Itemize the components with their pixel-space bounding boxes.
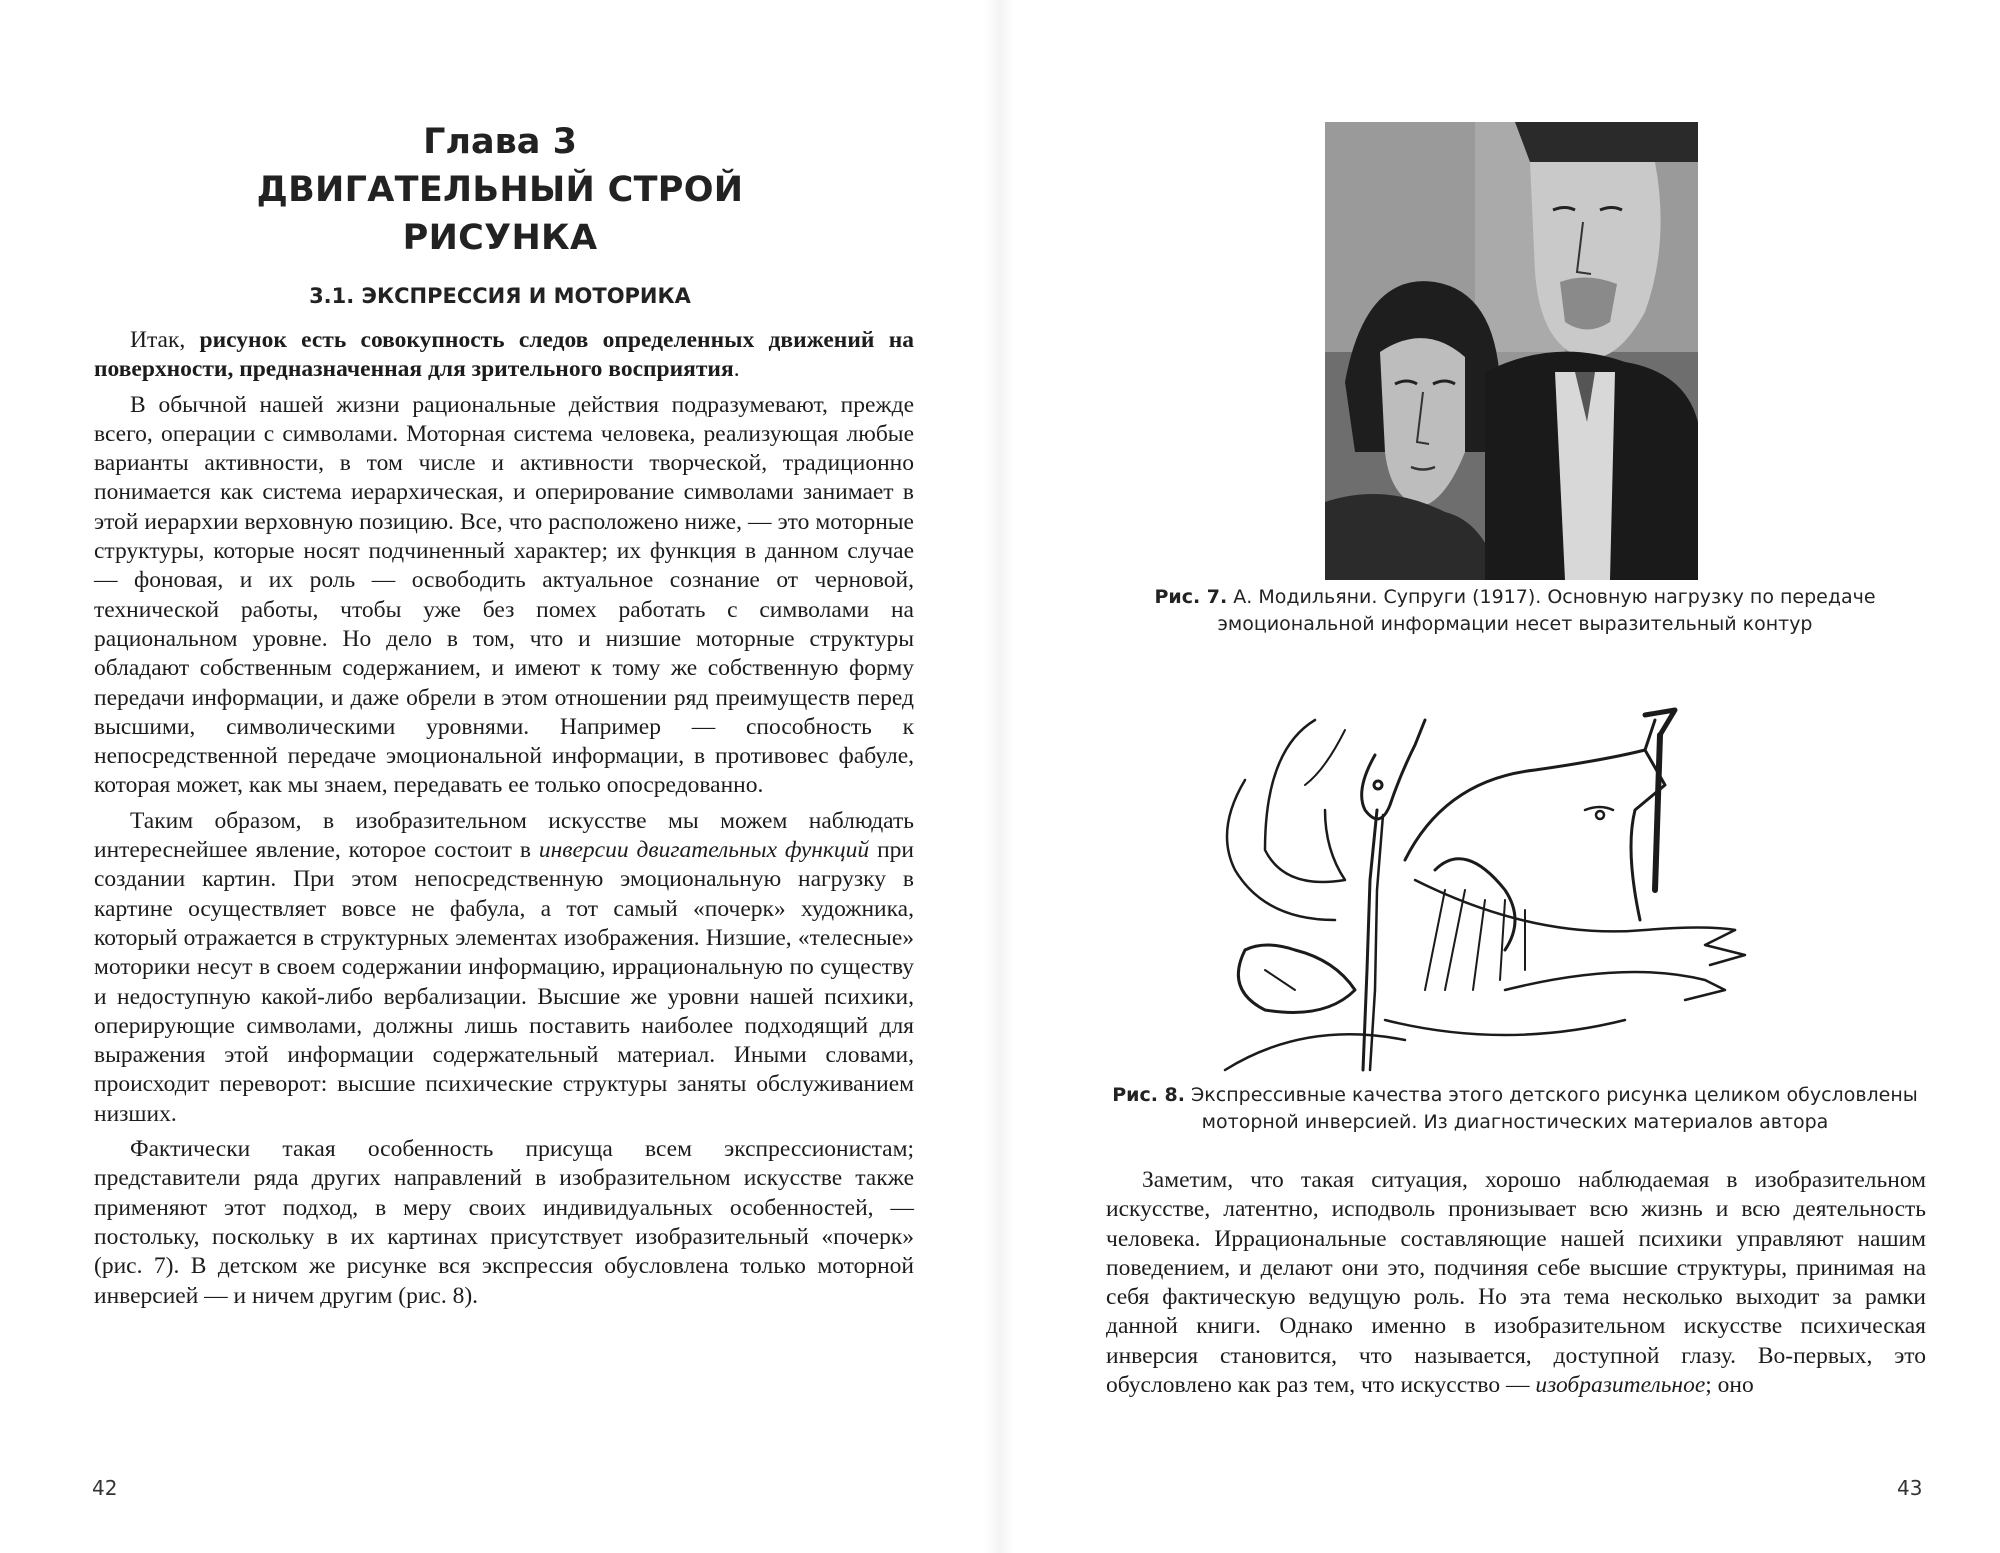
figure-8-child-drawing (1205, 690, 1765, 1075)
left-body-text (94, 326, 914, 1311)
text-run: Заметим, что такая ситуация, хорошо наблюдаемая в изобразительном искусстве, латентно, исподволь пронизывает всю жизнь и всю деятельность человека. Иррациональные составляющие нашей психики управляют нашим поведением, и делают они это, подчиняя себе высшие структуры, принимая на себя фактическую ведущую роль. Но эта тема несколько выходит за рамки данной книги. Однако именно в изобразительном искусстве психическая инверсия становится, что называется, доступной глазу. Во-первых, это обусловлено как раз тем, что искусство — (1106, 1167, 1926, 1399)
text-run: при создании картин. При этом непосредственную эмоциональную нагрузку в картине осуществляет вовсе не фабула, а тот самый «почерк» художника, который отражается в структурных элементах изображения. Низшие, «телесные» моторики несут в своем содержании информацию, иррациональную по существу и недоступную какой-либо вербализации. Высшие же уровни нашей психики, оперирующие символами, должны лишь поставить наиболее подходящий для выражения этой информации содержательный материал. Иными словами, происходит переворот: высшие психические структуры заняты обслуживанием низших. (94, 837, 914, 1127)
text-run: . (733, 356, 740, 383)
paragraph (94, 326, 914, 385)
figure-8-caption (1100, 1082, 1930, 1136)
right-body-text (1106, 1166, 1926, 1400)
paragraph (1106, 1166, 1926, 1400)
text-run: ; оно (1705, 1372, 1754, 1399)
paragraph (94, 807, 914, 1129)
italic-term: инверсии двигательных функций (538, 837, 870, 864)
figure-7-painting (1325, 122, 1698, 580)
chapter-number: Глава 3 (423, 122, 577, 162)
bold-definition: рисунок есть совокупность следов определенных движений на поверхности, предназначенная для зрительного восприятия (94, 327, 914, 383)
paragraph: В обычной нашей жизни рациональные действия подразумевают, прежде всего, операции с символами. Моторная система человека, реализующая любые варианты активности, в том числе и активности творческой, традиционно понимается как система иерархическая, и оперирование символами занимает в этой иерархии верховную позицию. Все, что расположено ниже, — это моторные структуры, которые носят подчиненный характер; их функция в данном случае — фоновая, и их роль — освободить актуальное сознание от черновой, технической работы, чтобы уже без помех работать с символами на рациональном уровне. Но дело в том, что и низшие моторные структуры обладают собственным содержанием, и имеют к тому же собственную форму передачи информации, и даже обрели в этом отношении ряд преимуществ перед высшими, символическими уровнями. Например — способность к непосредственной передаче эмоциональной информации, в противовес фабуле, которая может, как мы знаем, передавать ее только опосредованно. (94, 391, 914, 799)
caption-text: Экспрессивные качества этого детского рисунка целиком обусловлены моторной инверсией. Из диагностических материалов автора (1184, 1084, 1918, 1133)
page-number: 42 (92, 1476, 118, 1500)
text-run: Таким образом, в изобразительном искусстве мы можем наблюдать интереснейшее явление, которое состоит в (94, 807, 914, 864)
chapter-title: ДВИГАТЕЛЬНЫЙ СТРОЙ РИСУНКА (256, 170, 744, 258)
figure-7-caption (1100, 584, 1930, 638)
caption-text: А. Модильяни. Супруги (1917). Основную нагрузку по передаче эмоциональной информации несет выразительный контур (1217, 586, 1876, 635)
figure-label: Рис. 8. (1112, 1084, 1185, 1106)
text-run: Итак, (130, 327, 200, 353)
right-page (1000, 0, 2000, 1553)
chapter-heading (200, 118, 800, 262)
italic-term: изобразительное (1535, 1372, 1706, 1399)
figure-label: Рис. 7. (1154, 586, 1228, 608)
paragraph: Фактически такая особенность присуща всем экспрессионистам; представители ряда других направлений в изобразительном искусстве также применяют этот подход, в меру своих индивидуальных особенностей, — постольку, поскольку в их картинах присутствует изобразительный «почерк» (рис. 7). В детском же рисунке вся экспрессия обусловлена только моторной инверсией — и ничем другим (рис. 8). (94, 1136, 914, 1309)
section-title: 3.1. ЭКСПРЕССИЯ И МОТОРИКА (309, 284, 691, 308)
page-number: 43 (1897, 1476, 1923, 1500)
